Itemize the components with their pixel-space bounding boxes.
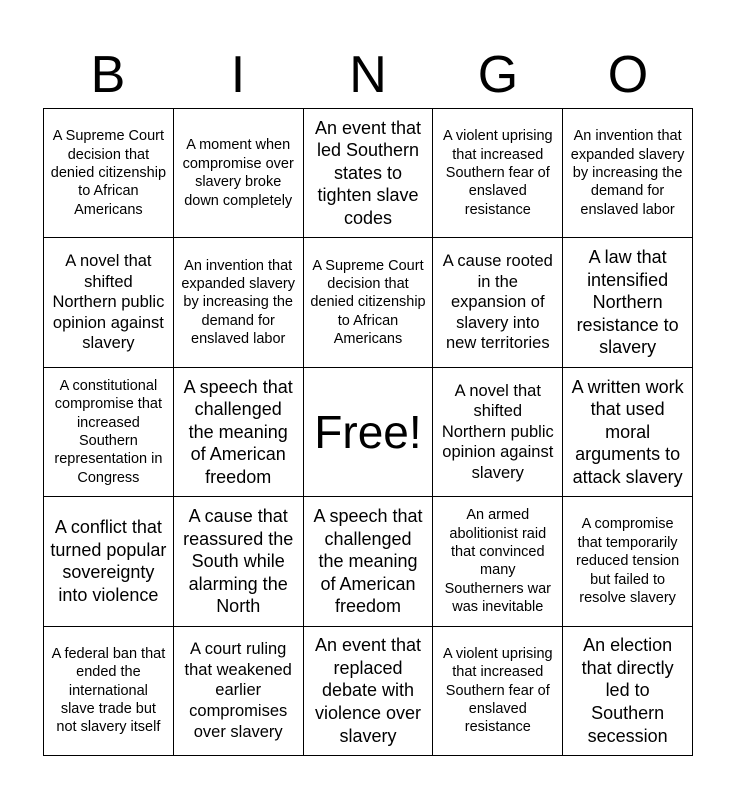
bingo-cell-r1c5[interactable] [563, 109, 693, 238]
bingo-cell-r5c1[interactable] [44, 627, 174, 756]
bingo-cell-text: An armed abolitionist raid that convinced many Southerners war was inevitable [444, 507, 551, 616]
bingo-cell-text: A speech that challenged the meaning of American freedom [183, 376, 293, 487]
bingo-cell-r2c5[interactable] [563, 238, 693, 367]
bingo-cell-text: A written work that used moral arguments to attack slavery [571, 376, 684, 487]
bingo-cell-text: An event that led Southern states to tighten slave codes [314, 117, 422, 229]
bingo-cell-text: A federal ban that ended the international slave trade but not slavery itself [51, 645, 166, 736]
bingo-cell-text: A novel that shifted Northern public opinion against slavery [52, 252, 165, 353]
bingo-cell-text: A novel that shifted Northern public opinion against slavery [441, 381, 554, 482]
bingo-cell-text: An event that replaced debate with violence over slavery [314, 635, 422, 746]
bingo-cell-r5c5[interactable] [563, 627, 693, 756]
bingo-cell-r1c2[interactable] [174, 109, 304, 238]
bingo-cell-r3c5[interactable] [563, 368, 693, 497]
bingo-cell-text: A Supreme Court decision that denied citizenship to African Americans [50, 128, 167, 218]
bingo-cell-r5c3[interactable] [304, 627, 434, 756]
bingo-cell-r3c1[interactable] [44, 368, 174, 497]
bingo-cell-text: A Supreme Court decision that denied citizenship to African Americans [310, 257, 426, 348]
bingo-cell-r3c2[interactable] [174, 368, 304, 497]
header-letter-n: N [349, 46, 387, 104]
bingo-cell-text: A cause rooted in the expansion of slavery into new territories [442, 252, 553, 353]
bingo-cell-text: A court ruling that weakened earlier compromises over slavery [184, 640, 292, 741]
bingo-cell-text: A conflict that turned popular sovereignty into violence [50, 517, 167, 605]
bingo-cell-r4c4[interactable] [433, 497, 563, 626]
bingo-cell-text: An invention that expanded slavery by increasing the demand for enslaved labor [181, 257, 296, 348]
bingo-cell-r5c2[interactable] [174, 627, 304, 756]
bingo-cell-text: A cause that reassured the South while alarming the North [183, 505, 294, 617]
bingo-cell-text: An invention that expanded slavery by increasing the demand for enslaved labor [570, 128, 685, 218]
bingo-cell-text: A compromise that temporarily reduced tension but failed to resolve slavery [576, 516, 680, 606]
bingo-cell-r1c1[interactable] [44, 109, 174, 238]
free-space-label: Free! [314, 405, 422, 458]
bingo-cell-r5c4[interactable] [433, 627, 563, 756]
bingo-cell-text: A violent uprising that increased Southern fear of enslaved resistance [442, 128, 553, 218]
bingo-cell-r2c4[interactable] [433, 238, 563, 367]
header-letter-i: I [230, 46, 246, 104]
header-letter-g: G [477, 46, 519, 104]
bingo-cell-text: A constitutional compromise that increased Southern representation in Congress [54, 377, 163, 486]
bingo-cell-r2c3[interactable] [304, 238, 434, 367]
bingo-cell-r2c2[interactable] [174, 238, 304, 367]
bingo-header [43, 42, 693, 108]
bingo-cell-r4c1[interactable] [44, 497, 174, 626]
bingo-cell-text: An election that directly led to Southern secession [581, 635, 674, 746]
header-letter-o: O [607, 46, 649, 104]
bingo-cell-text: A law that intensified Northern resistance to slavery [576, 247, 679, 358]
header-letter-b: B [90, 46, 126, 104]
bingo-cell-text: A violent uprising that increased Southern fear of enslaved resistance [442, 645, 553, 736]
bingo-cell-r1c4[interactable] [433, 109, 563, 238]
bingo-board [43, 108, 693, 756]
bingo-cell-text: A moment when compromise over slavery broke down completely [182, 137, 294, 209]
bingo-cell-free[interactable] [304, 368, 434, 497]
bingo-cell-text: A speech that challenged the meaning of American freedom [313, 505, 423, 617]
bingo-cell-r1c3[interactable] [304, 109, 434, 238]
bingo-cell-r3c4[interactable] [433, 368, 563, 497]
bingo-cell-r4c5[interactable] [563, 497, 693, 626]
bingo-cell-r4c2[interactable] [174, 497, 304, 626]
bingo-cell-r4c3[interactable] [304, 497, 434, 626]
bingo-cell-r2c1[interactable] [44, 238, 174, 367]
